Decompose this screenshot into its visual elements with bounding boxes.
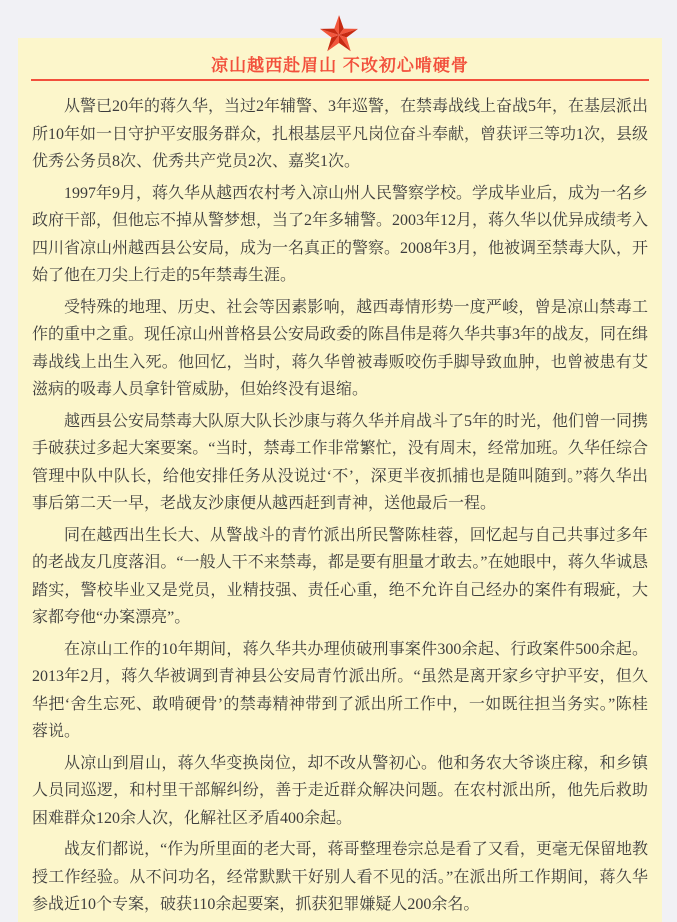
article-paragraph-4: 越西县公安局禁毒大队原大队长沙康与蒋久华并肩战斗了5年的时光，他们曾一同携手破获过多起大案要案。“当时，禁毒工作非常繁忙，没有周末，经常加班。久华任综合管理中队中队长，给他安排任务从没说过‘不’，深更半夜抓捕也是随叫随到。”蒋久华出事后第二天一早，老战友沙康便从越西赶到青神，送他最后一程。 xyxy=(32,412,649,512)
article-title: 凉山越西赴眉山 不改初心啃硬骨 xyxy=(211,56,469,75)
red-star-icon xyxy=(318,13,360,55)
article-body xyxy=(32,93,648,919)
article-paragraph-1: 从警已20年的蒋久华，当过2年辅警、3年巡警，在禁毒战线上奋战5年，在基层派出所10年如一日守护平安服务群众，扎根基层平凡岗位奋斗奉献，曾获评三等功1次，县级优秀公务员8次、优秀共产党员2次、嘉奖1次。 xyxy=(32,98,649,170)
article-paragraph-3: 受特殊的地理、历史、社会等因素影响，越西毒情形势一度严峻，曾是凉山禁毒工作的重中之重。现任凉山州普格县公安局政委的陈昌伟是蒋久华共事3年的战友，同在缉毒战线上出生入死。他回忆，当时，蒋久华曾被毒贩咬伤手脚导致血肿，也曾被患有艾滋病的吸毒人员拿针管威胁，但始终没有退缩。 xyxy=(32,298,649,398)
article-paragraph-7: 从凉山到眉山，蒋久华变换岗位，却不改从警初心。他和务农大爷谈庄稼，和乡镇人员同巡逻，和村里干部解纠纷，善于走近群众解决问题。在农村派出所，他先后救助困难群众120余人次，化解社区矛盾400余起。 xyxy=(32,754,648,827)
article-paragraph-2: 1997年9月，蒋久华从越西农村考入凉山州人民警察学校。学成毕业后，成为一名乡政府干部，但他忘不掉从警梦想，当了2年多辅警。2003年12月，蒋久华以优异成绩考入四川省凉山州越西县公安局，成为一名真正的警察。2008年3月，他被调至禁毒大队，开始了他在刀尖上行走的5年禁毒生涯。 xyxy=(32,184,649,284)
article-paragraph-8: 战友们都说，“作为所里面的老大哥，蒋哥整理卷宗总是看了又看，更毫无保留地教授工作经验。从不问功名，经常默默干好别人看不见的活。”在派出所工作期间，蒋久华参战近10个专案，破获110余起要案，抓获犯罪嫌疑人200余名。 xyxy=(32,841,648,913)
article-card xyxy=(18,38,662,922)
article-paragraph-5: 同在越西出生长大、从警战斗的青竹派出所民警陈桂蓉，回忆起与自己共事过多年的老战友几度落泪。“一般人干不来禁毒，都是要有胆量才敢去。”在她眼中，蒋久华诚恳踏实，警校毕业又是党员，业精技强、责任心重，绝不允许自己经办的案件有瑕疵，大家都夸他“办案漂亮”。 xyxy=(32,526,648,626)
article-paragraph-6: 在凉山工作的10年期间，蒋久华共办理侦破刑事案件300余起、行政案件500余起。2013年2月，蒋久华被调到青神县公安局青竹派出所。“虽然是离开家乡守护平安，但久华把‘舍生忘死、敢啃硬骨’的禁毒精神带到了派出所工作中，一如既往担当务实。”陈桂蓉说。 xyxy=(32,640,648,740)
title-divider xyxy=(31,79,649,81)
